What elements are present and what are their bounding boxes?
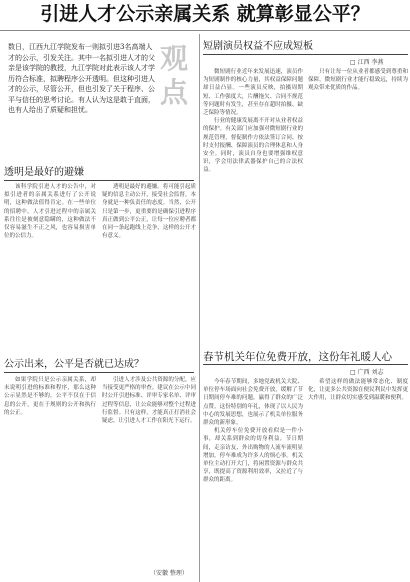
article-body-col2: [102, 183, 196, 353]
paragraph: 行业的健康发展离不开对从业者权益的保护。有关部门应加强对微短剧行业的规范管理，督促制作方依法签订合同、按时支付报酬、保障演员的合理休息和人身安全。同时，演员自身也要增强维权意识，学会用法律武器保护自己的合法权益。: [203, 118, 303, 174]
paragraph: 引进人才涉及公共资源的分配，应当接受更严格的审查。建议在公示中同时公开引进标准、评审专家名单、评审过程等信息，让公众能够对整个过程进行监督。只有这样，才能真正打消社会疑虑，让引进人才工作在阳光下运行。: [102, 377, 196, 425]
article-title: 短剧演员权益不应成短板: [203, 40, 408, 55]
article-body-col1: [203, 68, 303, 338]
paragraph: 如果学院只是公示亲属关系，却未说明引进的标准和程序，那么这种公示显然是不够的。公平不仅在于信息的公开，更在于规则的公开和执行的公正。: [4, 377, 96, 416]
paragraph: 微短剧行业近年来发展迅速，演员作为短剧制作的核心力量，其权益保障问题却日益凸显。一些演员反映，拍摄周期短、工作强度大，片酬拖欠、合同不规范等问题时有发生，甚至存在超时拍摄、缺乏保险等情况。: [203, 69, 303, 117]
column-divider: [199, 34, 200, 582]
article-body-col2: [308, 378, 408, 578]
lede-text: 数日，江西九江学院发布一则拟引进3名高端人才的公示，引发关注。其中一名拟引进人才的父亲是该学院的教授，九江学院对此表示该人才学历符合标准，拟聘程序公开透明。但这种引进人才的公示，尽管公开，但也引发了关于程序、公平与信任的思考讨论。有人认为这是敢于直面，也有人给出了质疑和担忧。: [8, 43, 155, 114]
article-body-col1: [203, 378, 303, 578]
article-byline: □ 江西 李燕: [350, 59, 384, 66]
article-title: 公示出来，公平是否就已达成？: [4, 358, 194, 373]
paragraph: 该科学院引进人才的公告中，对拟引进者的亲属关系进行了公开说明，这种做法值得肯定。在一些单位的招聘中，人才引进过程中的亲属关系往往是被刻意隐瞒的，这种做法不仅容易滋生不正之风，也容易损害单位的公信力。: [4, 184, 96, 240]
paragraph: 希望这样的做法能够常态化、制度化，让更多公共资源在便民利民中发挥更大作用，让群众切实感受到温暖和便利。: [308, 379, 408, 402]
paragraph: 今年春节期间，多地党政机关大院、单位停车场面向社会免费开放，缓解了节日期间停车难的问题，赢得了群众的广泛点赞。这份特别的年礼，体现了以人民为中心的发展思想，也展示了机关单位服务群众的新形象。: [203, 379, 303, 427]
lede-box: [2, 38, 196, 160]
article-body-col2: [308, 68, 408, 338]
article-title: 透明是最好的避嫌: [4, 166, 194, 181]
article-body-col1: [4, 183, 96, 353]
article-body-col1: [4, 376, 96, 576]
watermark-logo: 观点: [160, 42, 189, 109]
article-title: 春节机关年位免费开放，这份年礼暖人心: [203, 350, 408, 365]
article-body-col2: [102, 376, 196, 566]
article-byline: □ 广西 刘志: [350, 369, 384, 376]
paragraph: 机关停车位免费开放看似是一件小事，却关系到群众的切身利益。节日期间，走亲访友、外出购物的人流车流明显增加，停车难成为许多人的烦心事。机关单位主动打开大门，将闲置资源与群众共享，既提高了资源利用效率，又拉近了与群众的距离。: [203, 428, 303, 484]
paragraph: 只有让每一位从业者都感受到尊重和保障，微短剧行业才能行稳致远，持续为观众带来优质的作品。: [308, 69, 408, 92]
paragraph: 透明是最好的避嫌。将可能引起质疑的信息主动公开，接受社会监督，本身就是一种负责任的态度。当然，公开只是第一步，更重要的是确保引进程序真正做到公平公正，让每一位应聘者都在同一条起跑线上竞争，这样的公开才有意义。: [102, 184, 196, 240]
article-byline: （安徽 整理）: [150, 570, 188, 577]
headline: 引进人才公示亲属关系 就算彰显公平？: [0, 0, 410, 31]
